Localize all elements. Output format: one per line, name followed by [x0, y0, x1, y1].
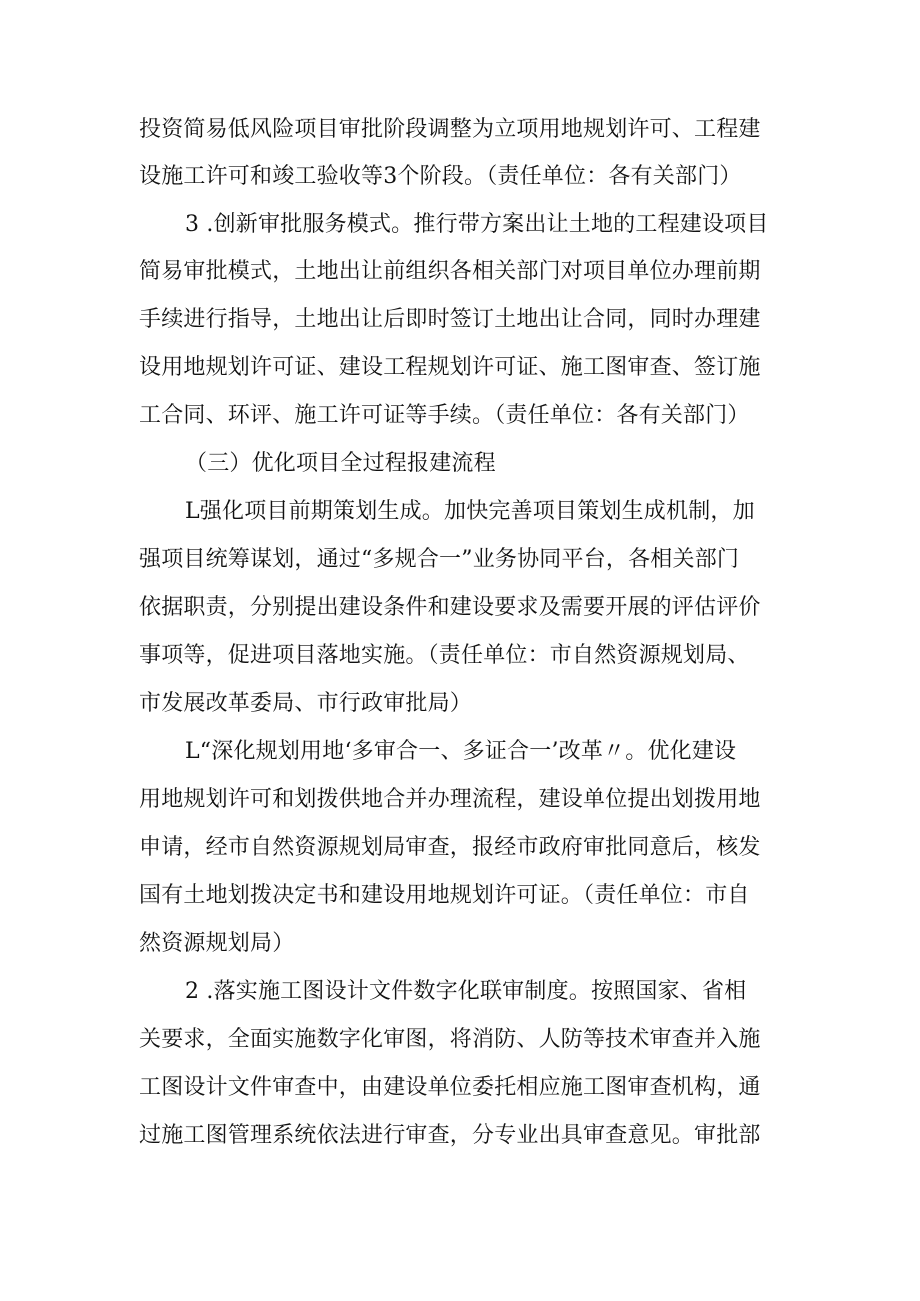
text-line-1: 投资简易低风险项目审批阶段调整为立项用地规划许可、工程建 [139, 117, 761, 142]
text-line-13: 市发展改革委局、市行政审批局） [139, 691, 473, 716]
text-line-11: 依据职责，分别提出建设条件和建设要求及需要开展的评估评价 [139, 595, 761, 620]
text-line-22: 过施工图管理系统依法进行审查，分专业出具审查意见。审批部 [139, 1123, 761, 1148]
text-line-21: 工图设计文件审查中，由建设单位委托相应施工图审查机构，通 [139, 1075, 761, 1100]
text-line-3: 3 .创新审批服务模式。推行带方案出让土地的工程建设项目 [185, 212, 769, 237]
text-line-12: 事项等，促进项目落地实施。（责任单位：市自然资源规划局、 [139, 643, 750, 668]
text-line-9: L强化项目前期策划生成。加快完善项目策划生成机制，加 [185, 499, 755, 524]
text-line-10: 强项目统筹谋划，通过“多规合一”业务协同平台，各相关部门 [139, 547, 740, 572]
text-line-19: 2 .落实施工图设计文件数字化联审制度。按照国家、省相 [185, 979, 747, 1004]
text-line-17: 国有土地划拨决定书和建设用地规划许可证。（责任单位：市自 [139, 883, 750, 908]
text-line-2: 设施工许可和竣工验收等3个阶段。（责任单位：各有关部门） [139, 164, 742, 189]
text-line-15: 用地规划许可和划拨供地合并办理流程，建设单位提出划拨用地 [139, 787, 761, 812]
text-line-14: L“深化规划用地‘多审合一、多证合一’改革〃。优化建设 [185, 739, 737, 764]
text-line-6: 设用地规划许可证、建设工程规划许可证、施工图审查、签订施 [139, 355, 761, 380]
text-line-18: 然资源规划局） [139, 931, 295, 956]
section-heading: （三）优化项目全过程报建流程 [185, 451, 496, 476]
text-line-20: 关要求，全面实施数字化审图，将消防、人防等技术审查并入施 [139, 1027, 761, 1052]
text-line-7: 工合同、环评、施工许可证等手续。（责任单位：各有关部门） [139, 403, 750, 428]
text-line-4: 简易审批模式，土地出让前组织各相关部门对项目单位办理前期 [139, 259, 761, 284]
text-line-5: 手续进行指导，土地出让后即时签订土地出让合同，同时办理建 [139, 307, 761, 332]
text-line-16: 申请，经市自然资源规划局审查，报经市政府审批同意后，核发 [139, 835, 761, 860]
